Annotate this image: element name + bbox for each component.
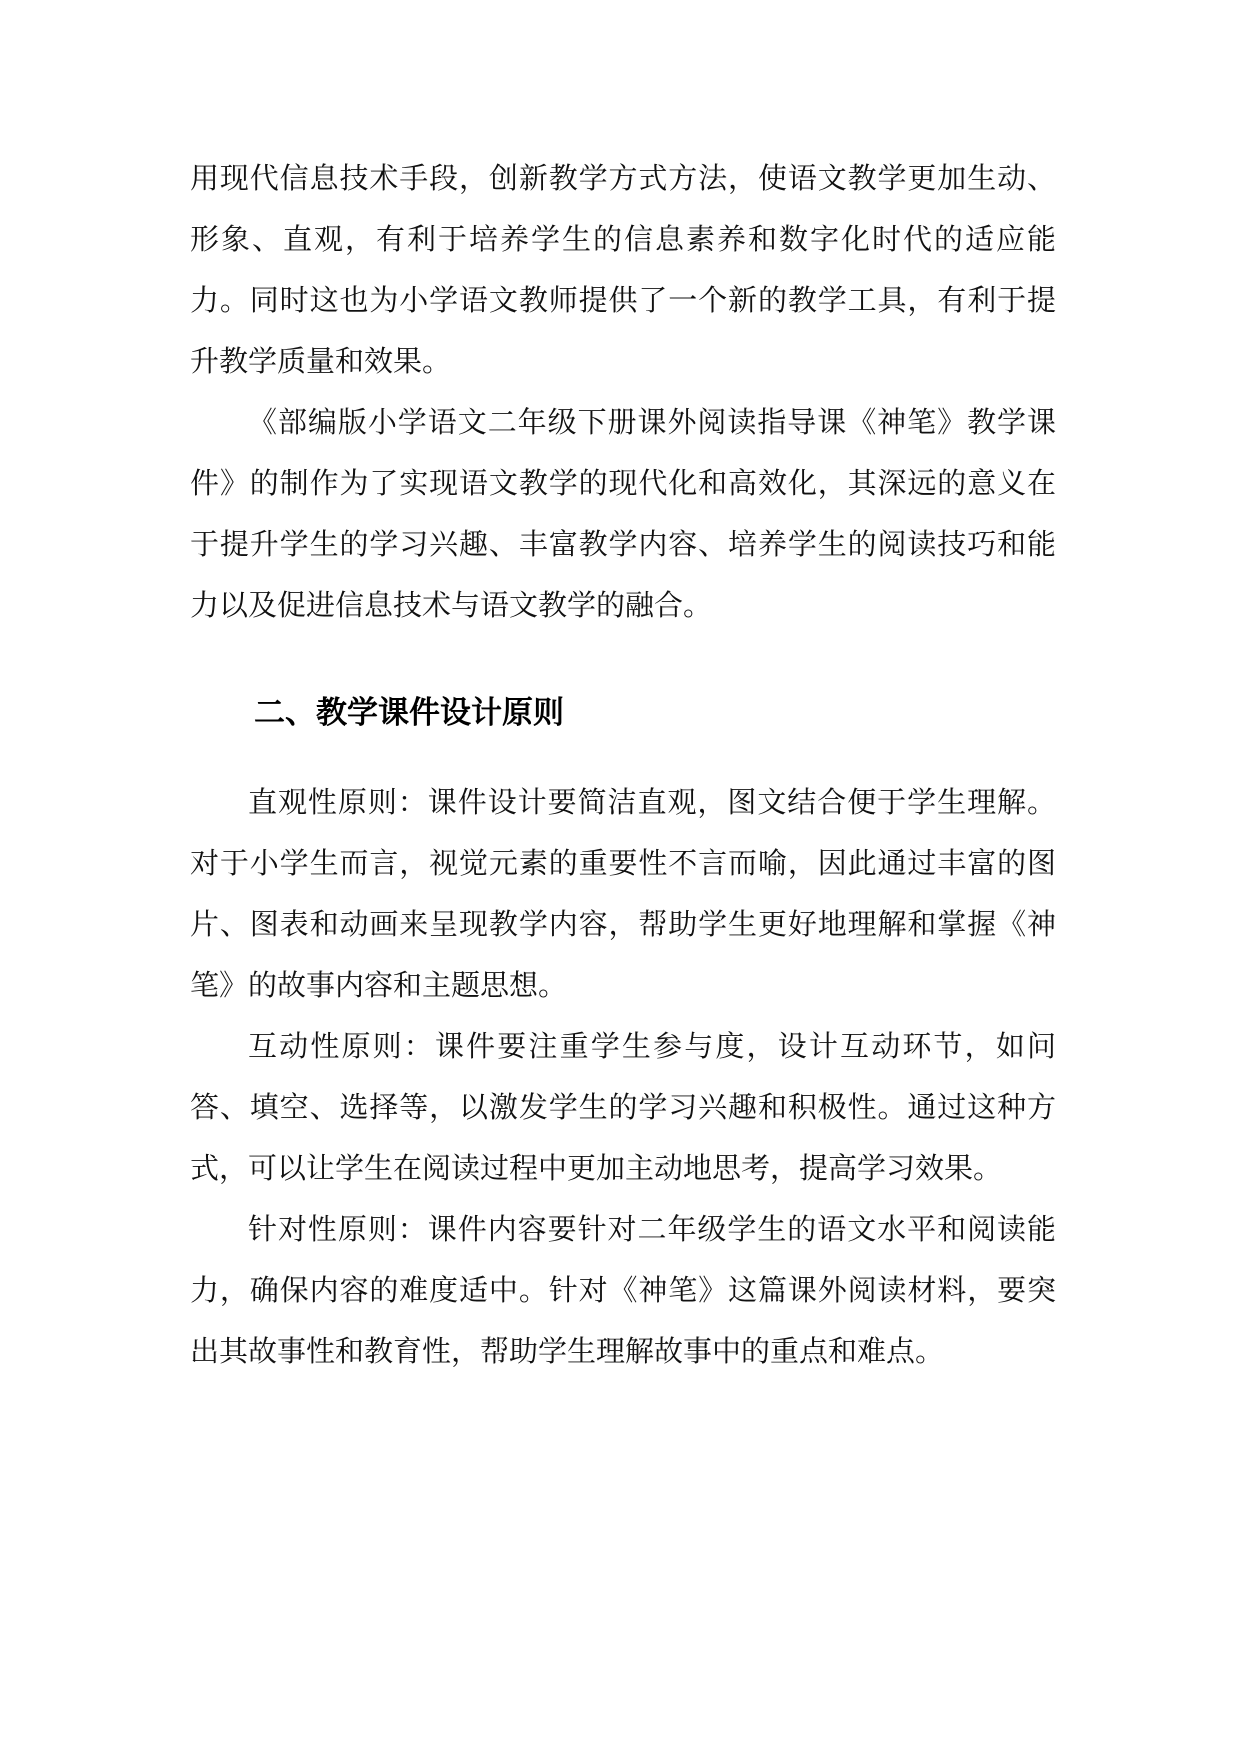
paragraph-intro-continuation: 用现代信息技术手段，创新教学方式方法，使语文教学更加生动、形象、直观，有利于培养学生的信息素养和数字化时代的适应能力。同时这也为小学语文教师提供了一个新的教学工具，有利于提升教学质量和效果。 bbox=[190, 161, 1056, 378]
spacer bbox=[190, 636, 1056, 640]
section-heading: 二、教学课件设计原则 bbox=[254, 695, 564, 731]
paragraph-principle-targeted: 针对性原则：课件内容要针对二年级学生的语文水平和阅读能力，确保内容的难度适中。针对《神笔》这篇课外阅读材料，要突出其故事性和教育性，帮助学生理解故事中的重点和难点。 bbox=[190, 1212, 1056, 1368]
paragraph-principle-intuitive: 直观性原则：课件设计要简洁直观，图文结合便于学生理解。对于小学生而言，视觉元素的重要性不言而喻，因此通过丰富的图片、图表和动画来呈现教学内容，帮助学生更好地理解和掌握《神笔》的故事内容和主题思想。 bbox=[190, 785, 1056, 1002]
document-body bbox=[190, 148, 1056, 1382]
paragraph-significance: 《部编版小学语文二年级下册课外阅读指导课《神笔》教学课件》的制作为了实现语文教学的现代化和高效化，其深远的意义在于提升学生的学习兴趣、丰富教学内容、培养学生的阅读技巧和能力以及促进信息技术与语文教学的融合。 bbox=[190, 405, 1056, 622]
paragraph-principle-interactive: 互动性原则：课件要注重学生参与度，设计互动环节，如问答、填空、选择等，以激发学生的学习兴趣和积极性。通过这种方式，可以让学生在阅读过程中更加主动地思考，提高学习效果。 bbox=[190, 1029, 1056, 1185]
